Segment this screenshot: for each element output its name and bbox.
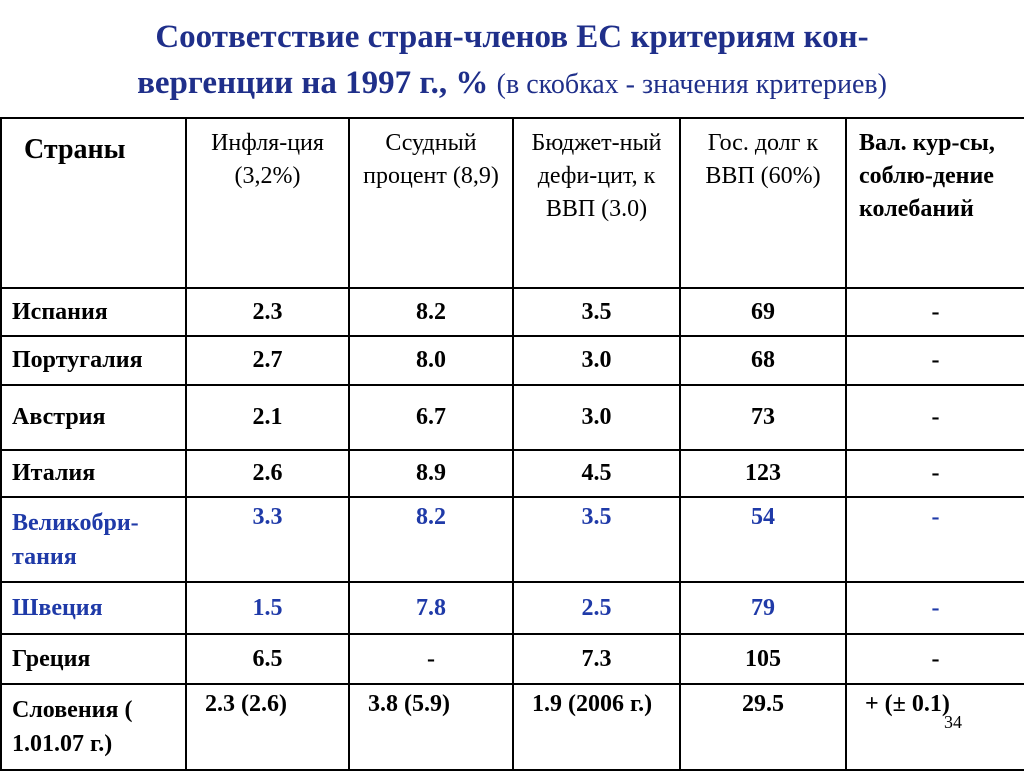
value-cell: 8.0 bbox=[349, 336, 513, 385]
value-cell: 29.5 bbox=[680, 684, 846, 770]
value-cell: - bbox=[846, 336, 1024, 385]
country-cell: Португалия bbox=[1, 336, 186, 385]
title-subtitle: (в скобках - значения критериев) bbox=[496, 69, 887, 100]
header-inflation: Инфля-ция (3,2%) bbox=[186, 118, 349, 288]
value-cell: 3.8 (5.9) bbox=[349, 684, 513, 770]
value-cell: - bbox=[846, 385, 1024, 450]
table-row bbox=[1, 582, 1024, 634]
value-cell: 69 bbox=[680, 288, 846, 336]
value-cell: 2.1 bbox=[186, 385, 349, 450]
convergence-table bbox=[0, 117, 1024, 771]
table-row bbox=[1, 497, 1024, 582]
country-cell: Италия bbox=[1, 450, 186, 497]
value-cell: - bbox=[846, 634, 1024, 684]
country-cell: Великобри-тания bbox=[1, 497, 186, 582]
value-cell: - bbox=[349, 634, 513, 684]
value-cell: 2.7 bbox=[186, 336, 349, 385]
table-row bbox=[1, 634, 1024, 684]
header-countries: Страны bbox=[1, 118, 186, 288]
title-line-2-main: вергенции на 1997 г., % bbox=[137, 65, 489, 101]
value-cell: 1.9 (2006 г.) bbox=[513, 684, 680, 770]
header-public-debt: Гос. долг к ВВП (60%) bbox=[680, 118, 846, 288]
header-exchange-rates: Вал. кур-сы, соблю-дение колебаний bbox=[846, 118, 1024, 288]
country-cell: Словения ( 1.01.07 г.) bbox=[1, 684, 186, 770]
header-row bbox=[1, 118, 1024, 288]
value-cell: 1.5 bbox=[186, 582, 349, 634]
value-cell: + (± 0.1) bbox=[846, 684, 1024, 770]
value-cell: 4.5 bbox=[513, 450, 680, 497]
country-cell: Швеция bbox=[1, 582, 186, 634]
value-cell: 2.5 bbox=[513, 582, 680, 634]
value-cell: 3.5 bbox=[513, 497, 680, 582]
title-line-1: Соответствие стран-членов ЕС критериям кон- bbox=[155, 19, 869, 55]
table-row bbox=[1, 336, 1024, 385]
value-cell: 73 bbox=[680, 385, 846, 450]
value-cell: 79 bbox=[680, 582, 846, 634]
page-number: 34 bbox=[944, 712, 962, 732]
title-line-2 bbox=[0, 60, 1024, 108]
value-cell: 105 bbox=[680, 634, 846, 684]
value-cell: 123 bbox=[680, 450, 846, 497]
country-cell: Испания bbox=[1, 288, 186, 336]
value-cell: 2.3 (2.6) bbox=[186, 684, 349, 770]
value-cell: 3.5 bbox=[513, 288, 680, 336]
value-cell: 2.3 bbox=[186, 288, 349, 336]
table-row bbox=[1, 385, 1024, 450]
slide-title bbox=[0, 14, 1024, 108]
value-cell: 54 bbox=[680, 497, 846, 582]
value-cell: - bbox=[846, 582, 1024, 634]
table-row bbox=[1, 450, 1024, 497]
value-cell: - bbox=[846, 497, 1024, 582]
table-row bbox=[1, 684, 1024, 770]
value-cell: - bbox=[846, 288, 1024, 336]
country-cell: Греция bbox=[1, 634, 186, 684]
header-budget-deficit: Бюджет-ный дефи-цит, к ВВП (3.0) bbox=[513, 118, 680, 288]
country-cell: Австрия bbox=[1, 385, 186, 450]
value-cell: - bbox=[846, 450, 1024, 497]
value-cell: 3.0 bbox=[513, 336, 680, 385]
value-cell: 3.0 bbox=[513, 385, 680, 450]
header-loan-rate: Ссудный процент (8,9) bbox=[349, 118, 513, 288]
value-cell: 2.6 bbox=[186, 450, 349, 497]
value-cell: 8.9 bbox=[349, 450, 513, 497]
value-cell: 6.5 bbox=[186, 634, 349, 684]
value-cell: 3.3 bbox=[186, 497, 349, 582]
value-cell: 7.3 bbox=[513, 634, 680, 684]
value-cell: 8.2 bbox=[349, 497, 513, 582]
value-cell: 7.8 bbox=[349, 582, 513, 634]
value-cell: 8.2 bbox=[349, 288, 513, 336]
value-cell: 68 bbox=[680, 336, 846, 385]
value-cell: 6.7 bbox=[349, 385, 513, 450]
table-row bbox=[1, 288, 1024, 336]
